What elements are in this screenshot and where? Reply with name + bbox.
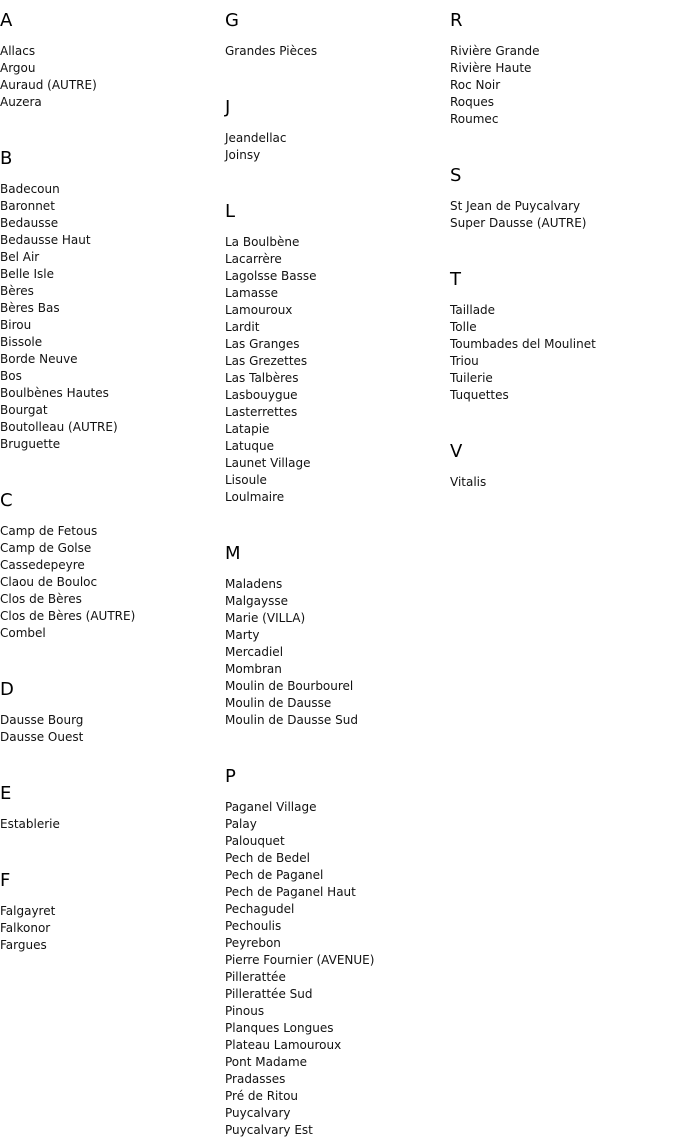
street-link[interactable]: Mombran: [225, 662, 282, 676]
street-link[interactable]: Bères Bas: [0, 301, 60, 315]
letter-heading: F: [0, 870, 11, 891]
street-link[interactable]: Pechoulis: [225, 919, 282, 933]
street-link[interactable]: Loulmaire: [225, 490, 285, 504]
street-link[interactable]: Bères: [0, 284, 34, 298]
street-link[interactable]: Moulin de Bourbourel: [225, 679, 354, 693]
letter-group: [450, 259, 670, 431]
letter-group: [0, 860, 220, 954]
street-link[interactable]: Pech de Bedel: [225, 851, 310, 865]
street-list: [0, 170, 220, 453]
letter-heading: S: [450, 165, 462, 186]
street-list: [225, 565, 445, 729]
street-link[interactable]: Argou: [0, 61, 36, 75]
street-link[interactable]: Lasterrettes: [225, 405, 298, 419]
letter-group: [0, 480, 220, 669]
street-link[interactable]: Tuilerie: [450, 371, 493, 385]
letter-heading: C: [0, 490, 13, 511]
street-link[interactable]: Clos de Bères: [0, 592, 82, 606]
street-link[interactable]: Dausse Ouest: [0, 730, 84, 744]
street-list: [450, 291, 670, 404]
street-link[interactable]: Bos: [0, 369, 22, 383]
street-link[interactable]: Plateau Lamouroux: [225, 1038, 342, 1052]
street-link[interactable]: Birou: [0, 318, 32, 332]
street-link[interactable]: Cassedepeyre: [0, 558, 85, 572]
street-link[interactable]: Lacarrère: [225, 252, 282, 266]
street-link[interactable]: Establerie: [0, 817, 60, 831]
street-link[interactable]: Pinous: [225, 1004, 265, 1018]
street-link[interactable]: Maladens: [225, 577, 283, 591]
street-list: [450, 32, 670, 128]
street-link[interactable]: Pechagudel: [225, 902, 295, 916]
street-link[interactable]: Badecoun: [0, 182, 60, 196]
street-link[interactable]: Las Granges: [225, 337, 300, 351]
street-link[interactable]: Pillerattée: [225, 970, 286, 984]
street-link[interactable]: Dausse Bourg: [0, 713, 84, 727]
street-link[interactable]: Moulin de Dausse: [225, 696, 332, 710]
street-link[interactable]: Allacs: [0, 44, 36, 58]
street-link[interactable]: Jeandellac: [225, 131, 287, 145]
letter-group: [0, 0, 220, 138]
street-link[interactable]: Paganel Village: [225, 800, 317, 814]
street-link[interactable]: Lamouroux: [225, 303, 293, 317]
letter-group: [0, 773, 220, 860]
street-link[interactable]: Las Grezettes: [225, 354, 308, 368]
street-link[interactable]: Puycalvary Est: [225, 1123, 313, 1137]
street-list: [225, 119, 445, 164]
group-spacer: [0, 833, 220, 860]
letter-heading: G: [225, 10, 239, 31]
letter-heading: D: [0, 679, 14, 700]
letter-heading: A: [0, 10, 13, 31]
street-list: [0, 512, 220, 642]
street-link[interactable]: Rivière Grande: [450, 44, 540, 58]
street-link[interactable]: Pillerattée Sud: [225, 987, 313, 1001]
letter-group: [0, 138, 220, 480]
street-link[interactable]: Palay: [225, 817, 257, 831]
group-spacer: [0, 642, 220, 669]
letter-heading: J: [225, 97, 231, 118]
street-link[interactable]: Bedausse Haut: [0, 233, 91, 247]
letter-heading: M: [225, 543, 241, 564]
street-link[interactable]: La Boulbène: [225, 235, 300, 249]
street-link[interactable]: Super Dausse (AUTRE): [450, 216, 587, 230]
letter-group: [450, 155, 670, 259]
street-link[interactable]: Bruguette: [0, 437, 61, 451]
street-link[interactable]: Planques Longues: [225, 1021, 334, 1035]
street-link[interactable]: Roumec: [450, 112, 499, 126]
street-list: [225, 788, 445, 1139]
street-link[interactable]: Peyrebon: [225, 936, 281, 950]
letter-heading: R: [450, 10, 463, 31]
street-link[interactable]: Las Talbères: [225, 371, 299, 385]
street-link[interactable]: Boutolleau (AUTRE): [0, 420, 118, 434]
street-link[interactable]: Pré de Ritou: [225, 1089, 299, 1103]
street-link[interactable]: Pont Madame: [225, 1055, 308, 1069]
street-link[interactable]: Tuquettes: [450, 388, 509, 402]
street-link[interactable]: Grandes Pièces: [225, 44, 318, 58]
letter-heading: E: [0, 783, 12, 804]
street-link[interactable]: Latapie: [225, 422, 270, 436]
index-column-1: [0, 0, 220, 954]
letter-group: [450, 431, 670, 491]
street-link[interactable]: Pradasses: [225, 1072, 286, 1086]
index-column-2: [225, 0, 445, 1139]
street-link[interactable]: Lasbouygue: [225, 388, 298, 402]
group-spacer: [450, 128, 670, 155]
street-link[interactable]: Lagolsse Basse: [225, 269, 317, 283]
street-link[interactable]: Clos de Bères (AUTRE): [0, 609, 136, 623]
street-link[interactable]: Claou de Bouloc: [0, 575, 98, 589]
index-column-3: [450, 0, 670, 491]
street-link[interactable]: Palouquet: [225, 834, 285, 848]
street-link[interactable]: Pech de Paganel Haut: [225, 885, 356, 899]
street-list: [0, 892, 220, 954]
street-link[interactable]: St Jean de Puycalvary: [450, 199, 581, 213]
street-list: [450, 463, 670, 491]
street-link[interactable]: Fargues: [0, 938, 47, 952]
street-link[interactable]: Camp de Golse: [0, 541, 92, 555]
letter-group: [225, 87, 445, 191]
group-spacer: [0, 453, 220, 480]
group-spacer: [450, 232, 670, 259]
street-link[interactable]: Joinsy: [225, 148, 261, 162]
street-link[interactable]: Latuque: [225, 439, 274, 453]
street-link[interactable]: Falkonor: [0, 921, 51, 935]
letter-group: [225, 533, 445, 756]
group-spacer: [225, 506, 445, 533]
letter-heading: L: [225, 201, 236, 222]
letter-group: [0, 669, 220, 773]
street-link[interactable]: Bissole: [0, 335, 43, 349]
street-link[interactable]: Tolle: [450, 320, 477, 334]
street-link[interactable]: Camp de Fetous: [0, 524, 98, 538]
street-link[interactable]: Pierre Fournier (AVENUE): [225, 953, 375, 967]
letter-heading: T: [450, 269, 461, 290]
street-link[interactable]: Mercadiel: [225, 645, 284, 659]
street-link[interactable]: Lamasse: [225, 286, 278, 300]
street-link[interactable]: Puycalvary: [225, 1106, 291, 1120]
street-link[interactable]: Marty: [225, 628, 260, 642]
street-link[interactable]: Pech de Paganel: [225, 868, 324, 882]
street-link[interactable]: Bedausse: [0, 216, 59, 230]
street-link[interactable]: Vitalis: [450, 475, 487, 489]
street-link[interactable]: Lardit: [225, 320, 260, 334]
group-spacer: [225, 60, 445, 87]
group-spacer: [225, 729, 445, 756]
letter-heading: B: [0, 148, 13, 169]
letter-group: [225, 0, 445, 87]
street-link[interactable]: Rivière Haute: [450, 61, 532, 75]
letter-group: [225, 191, 445, 533]
street-link[interactable]: Borde Neuve: [0, 352, 78, 366]
street-link[interactable]: Combel: [0, 626, 46, 640]
street-link[interactable]: Malgaysse: [225, 594, 288, 608]
street-link[interactable]: Bel Air: [0, 250, 40, 264]
street-list: [225, 32, 445, 60]
letter-heading: V: [450, 441, 463, 462]
street-link[interactable]: Auraud (AUTRE): [0, 78, 97, 92]
street-link[interactable]: Belle Isle: [0, 267, 54, 281]
group-spacer: [225, 164, 445, 191]
street-link[interactable]: Launet Village: [225, 456, 311, 470]
street-link[interactable]: Bourgat: [0, 403, 48, 417]
street-link[interactable]: Triou: [450, 354, 479, 368]
street-link[interactable]: Roques: [450, 95, 494, 109]
street-link[interactable]: Falgayret: [0, 904, 56, 918]
street-link[interactable]: Baronnet: [0, 199, 55, 213]
street-link[interactable]: Lisoule: [225, 473, 267, 487]
street-link[interactable]: Auzera: [0, 95, 42, 109]
letter-heading: P: [225, 766, 236, 787]
letter-group: [225, 756, 445, 1139]
street-link[interactable]: Taillade: [450, 303, 496, 317]
group-spacer: [0, 111, 220, 138]
street-list: [225, 223, 445, 506]
group-spacer: [0, 746, 220, 773]
street-list: [0, 805, 220, 833]
street-link[interactable]: Marie (VILLA): [225, 611, 306, 625]
street-link[interactable]: Moulin de Dausse Sud: [225, 713, 358, 727]
street-list: [450, 187, 670, 232]
street-list: [0, 701, 220, 746]
group-spacer: [450, 404, 670, 431]
street-list: [0, 32, 220, 111]
street-link[interactable]: Roc Noir: [450, 78, 501, 92]
letter-group: [450, 0, 670, 155]
street-link[interactable]: Boulbènes Hautes: [0, 386, 109, 400]
street-link[interactable]: Toumbades del Moulinet: [450, 337, 596, 351]
